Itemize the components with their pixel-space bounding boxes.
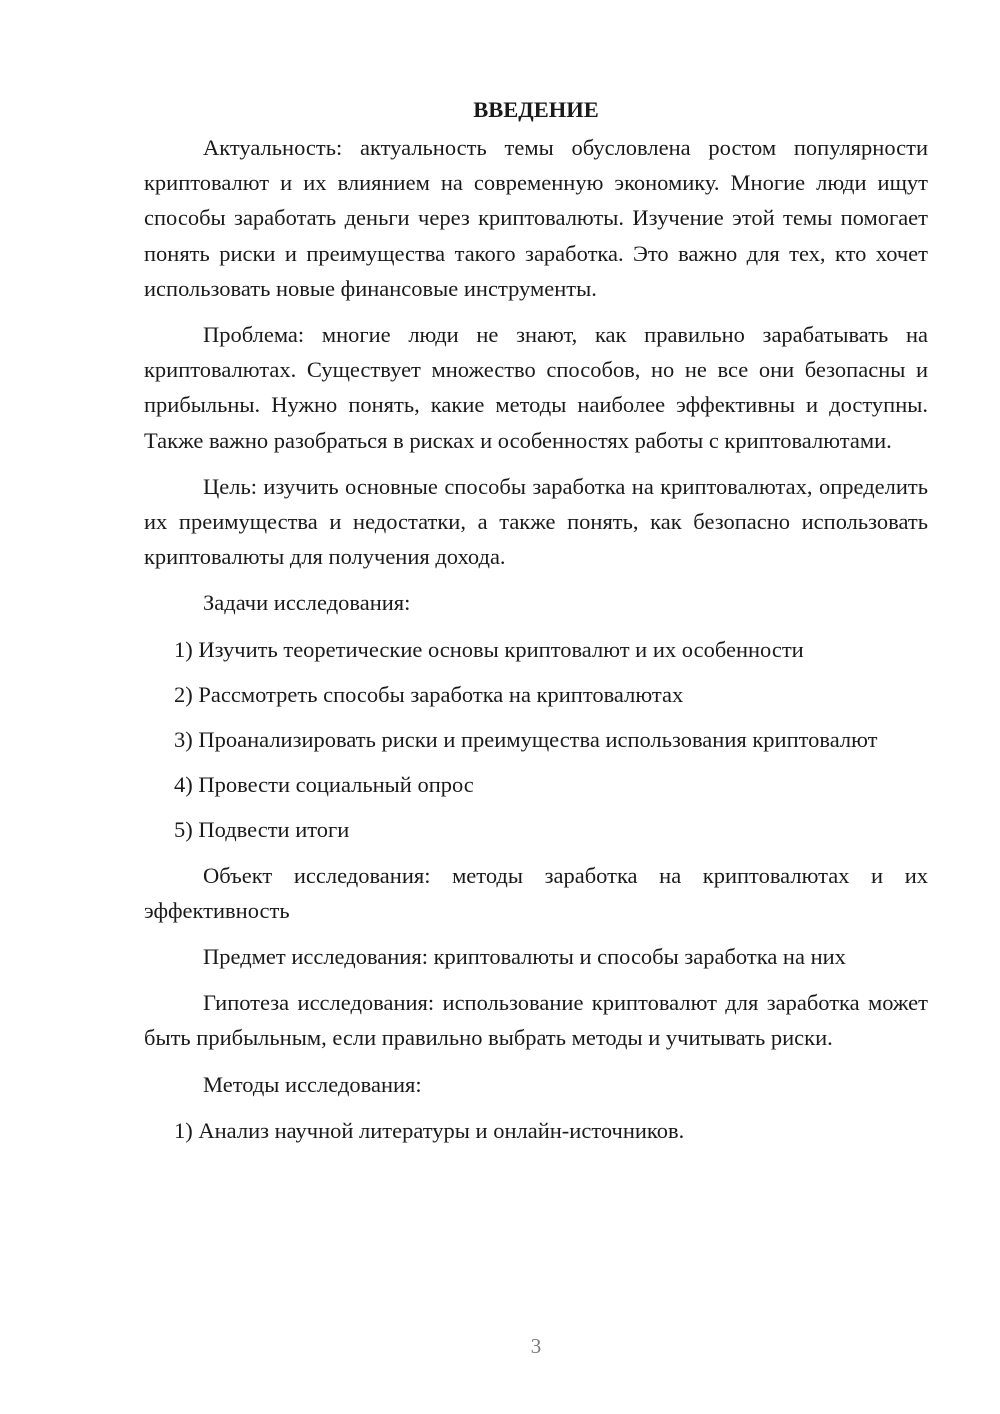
document-body xyxy=(144,94,928,1158)
page-number: 3 xyxy=(530,1334,542,1358)
goal-paragraph: Цель: изучить основные способы заработка на криптовалютах, определить их преимущества и недостатки, а также понять, как безопасно использовать криптовалюты для получения дохода. xyxy=(144,473,928,570)
problem-paragraph: Проблема: многие люди не знают, как правильно зарабатывать на криптовалютах. Существует множество способов, но не все они безопасны и прибыльны. Нужно понять, какие методы наиболее эффективны и доступны. Также важно разобраться в рисках и особенностях работы с криптовалютами. xyxy=(144,322,928,453)
relevance-paragraph: Актуальность: актуальность темы обусловлена ростом популярности криптовалют и их влиянием на современную экономику. Многие люди ищут способы заработать деньги через криптовалюты. Изучение этой темы помогает понять риски и преимущества такого заработка. Это важно для тех, кто хочет использовать новые финансовые инструменты. xyxy=(144,135,928,301)
task-item-4: 4) Провести социальный опрос xyxy=(174,772,474,798)
subject-paragraph: Предмет исследования: криптовалюты и способы заработка на них xyxy=(203,944,846,970)
task-item-2: 2) Рассмотреть способы заработка на криптовалютах xyxy=(174,681,684,707)
section-heading: ВВЕДЕНИЕ xyxy=(473,97,599,122)
object-paragraph: Объект исследования: методы заработка на криптовалютах и их эффективность xyxy=(144,862,928,923)
hypothesis-paragraph: Гипотеза исследования: использование криптовалют для заработка может быть прибыльным, если правильно выбрать методы и учитывать риски. xyxy=(144,990,928,1051)
task-item-5: 5) Подвести итоги xyxy=(174,817,350,843)
task-item-3: 3) Проанализировать риски и преимущества использования криптовалют xyxy=(174,727,878,753)
methods-heading: Методы исследования: xyxy=(203,1071,422,1097)
method-item-1: 1) Анализ научной литературы и онлайн-источников. xyxy=(174,1117,685,1143)
task-item-1: 1) Изучить теоретические основы криптовалют и их особенности xyxy=(174,636,804,662)
tasks-heading: Задачи исследования: xyxy=(203,590,411,616)
